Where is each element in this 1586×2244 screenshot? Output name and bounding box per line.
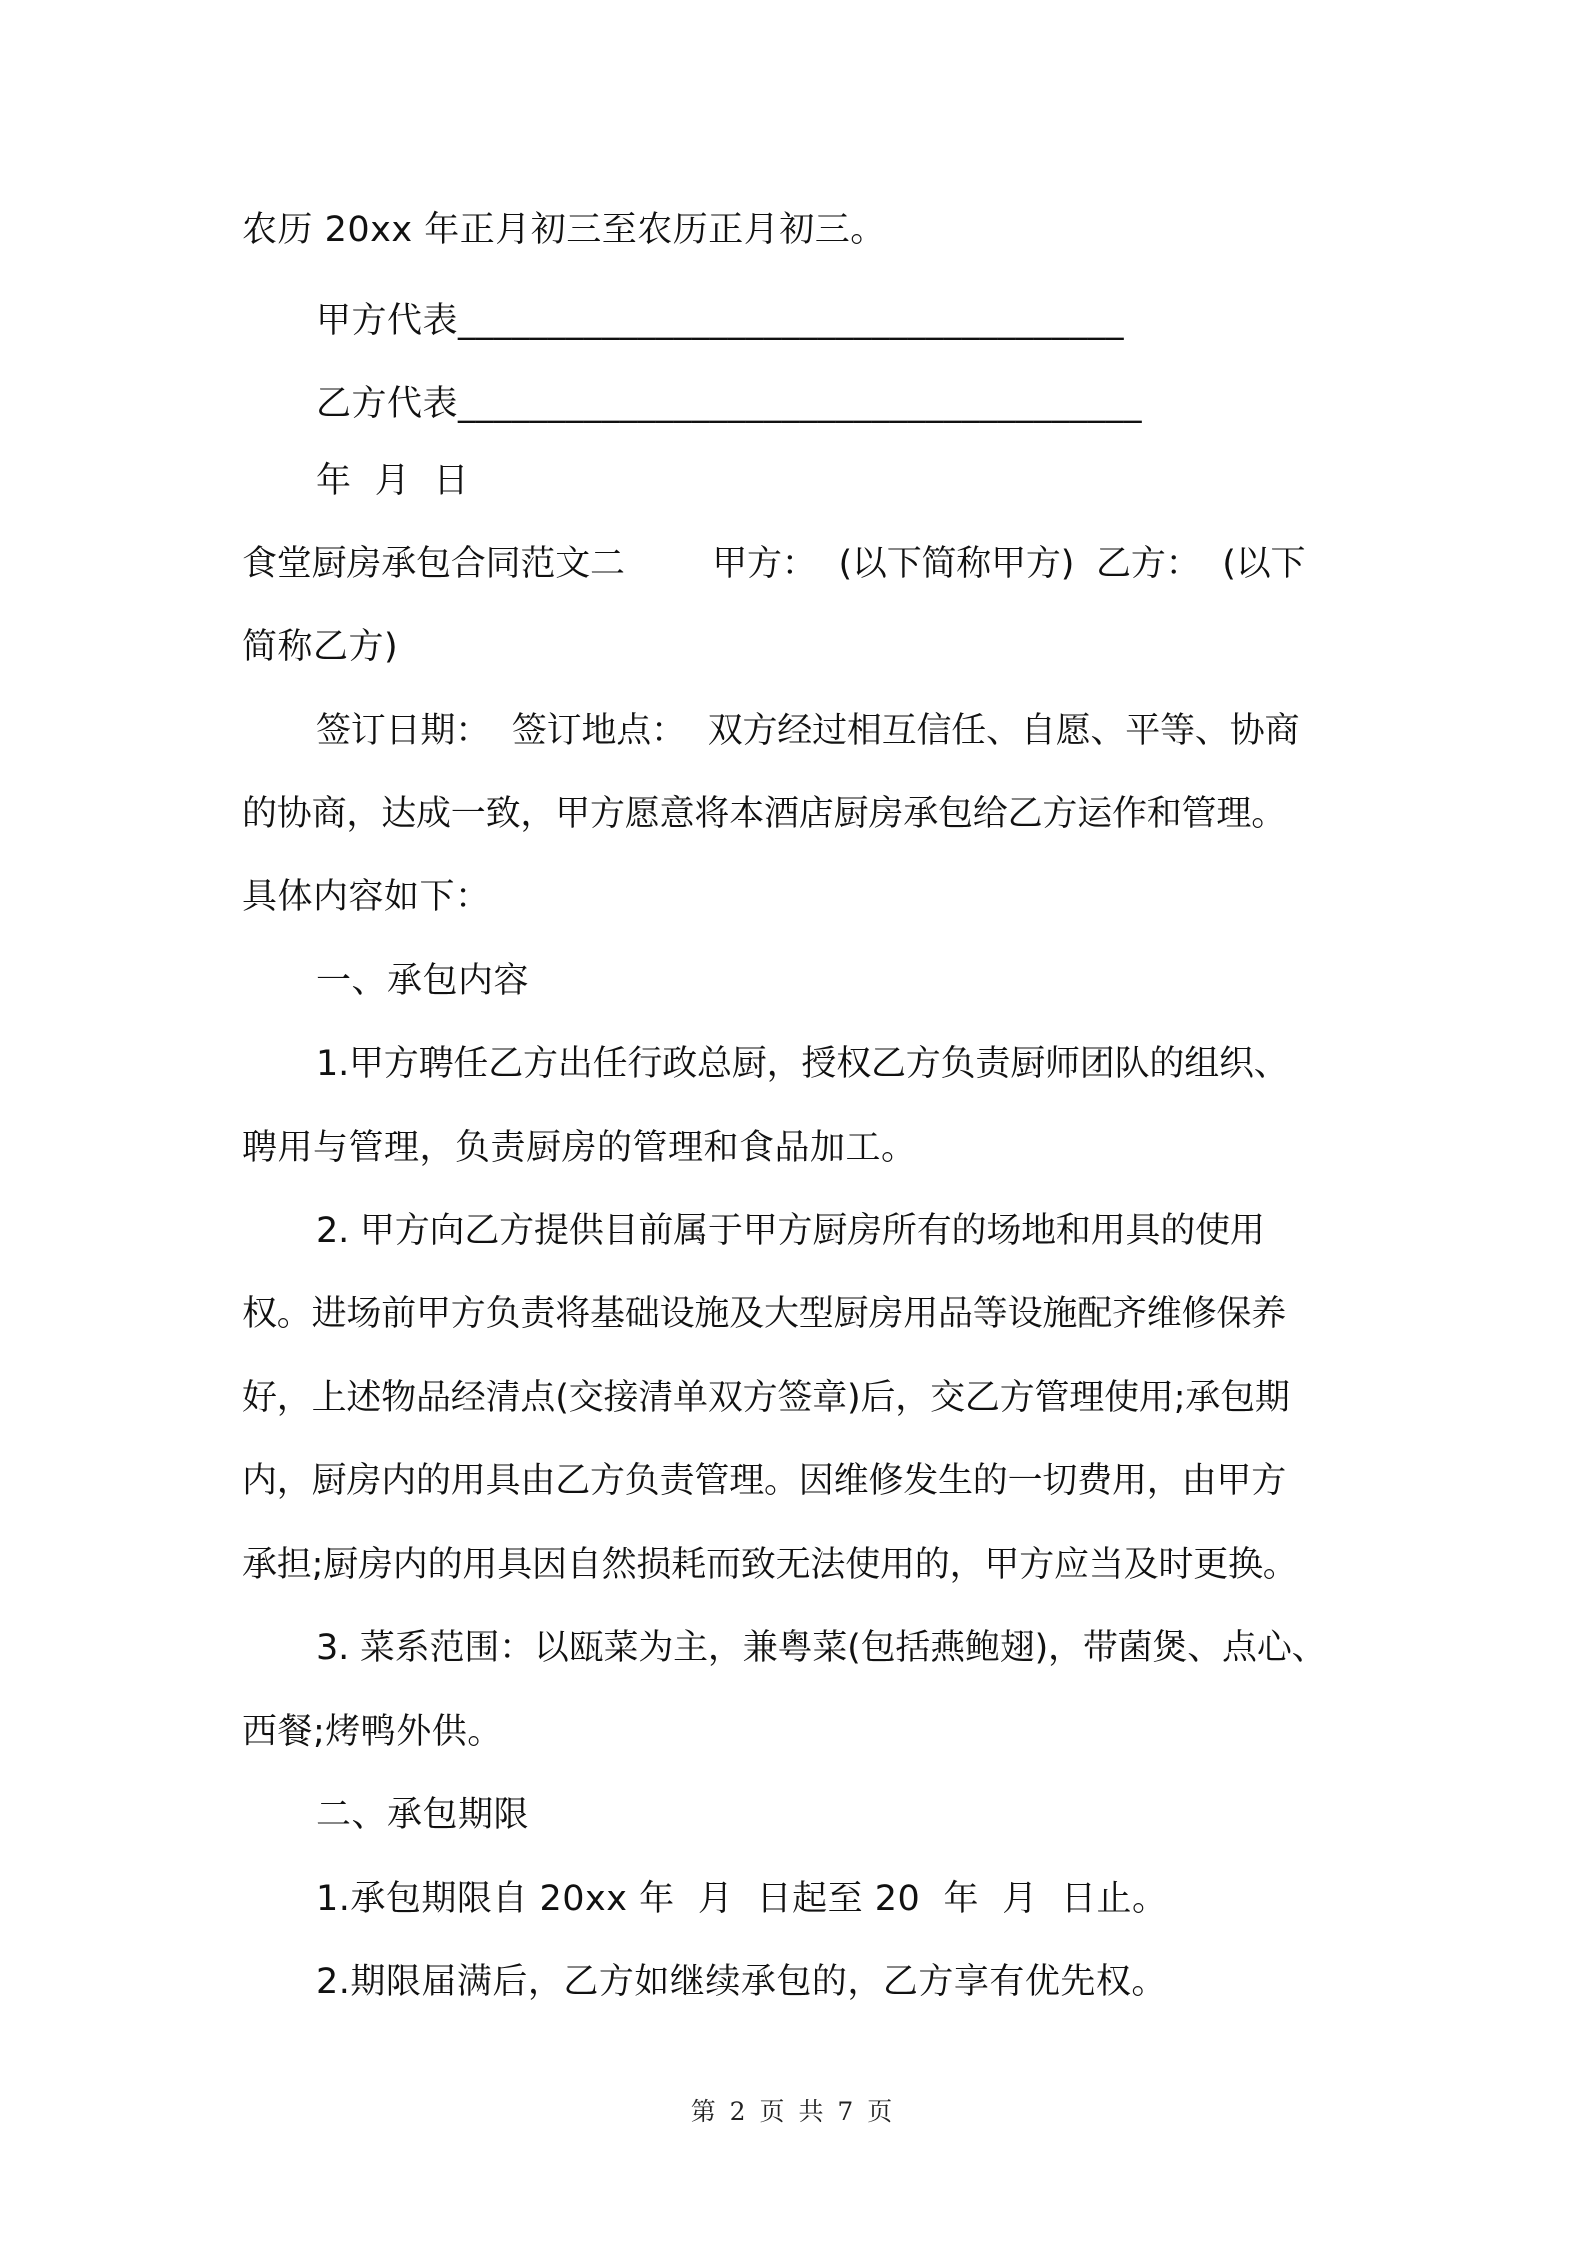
- text-line-party-b-rep: 乙方代表______________________________________: [316, 384, 1143, 424]
- text-line: 好，上述物品经清点(交接清单双方签章)后，交乙方管理使用;承包期: [242, 1378, 1290, 1418]
- text-line: 承担;厨房内的用具因自然损耗而致无法使用的，甲方应当及时更换。: [242, 1545, 1298, 1585]
- text-line-date-range: 农历 20xx 年正月初三至农历正月初三。: [242, 210, 886, 250]
- page-number-footer: 第 2 页 共 7 页: [690, 2097, 896, 2126]
- text-line-signing-date: 年 月 日: [316, 461, 470, 501]
- text-line: 3. 菜系范围：以瓯菜为主，兼粤菜(包括燕鲍翅)，带菌煲、点心、: [316, 1628, 1327, 1668]
- text-line: 具体内容如下：: [242, 877, 491, 917]
- text-line: 1.承包期限自 20xx 年 月 日起至 20 年 月 日止。: [316, 1879, 1168, 1919]
- text-line: 内，厨房内的用具由乙方负责管理。因维修发生的一切费用，由甲方: [242, 1461, 1287, 1501]
- text-line-contract-title: 食堂厨房承包合同范文二 甲方： (以下简称甲方) 乙方： (以下: [242, 544, 1306, 584]
- text-line: 西餐;烤鸭外供。: [242, 1712, 503, 1752]
- text-line: 权。进场前甲方负责将基础设施及大型厨房用品等设施配齐维修保养: [242, 1294, 1287, 1334]
- text-line: 的协商，达成一致，甲方愿意将本酒店厨房承包给乙方运作和管理。: [242, 794, 1287, 834]
- text-line: 1.甲方聘任乙方出任行政总厨，授权乙方负责厨师团队的组织、: [316, 1044, 1289, 1084]
- section-heading-contract-content: 一、承包内容: [316, 961, 530, 1001]
- text-line: 简称乙方): [242, 627, 399, 667]
- text-line: 2.期限届满后，乙方如继续承包的，乙方享有优先权。: [316, 1962, 1167, 2002]
- section-heading-contract-term: 二、承包期限: [316, 1795, 530, 1835]
- text-line: 签订日期： 签订地点： 双方经过相互信任、自愿、平等、协商: [316, 711, 1300, 751]
- text-line-party-a-rep: 甲方代表_____________________________________: [316, 301, 1125, 341]
- text-line: 2. 甲方向乙方提供目前属于甲方厨房所有的场地和用具的使用: [316, 1211, 1265, 1251]
- text-line: 聘用与管理，负责厨房的管理和食品加工。: [242, 1128, 917, 1168]
